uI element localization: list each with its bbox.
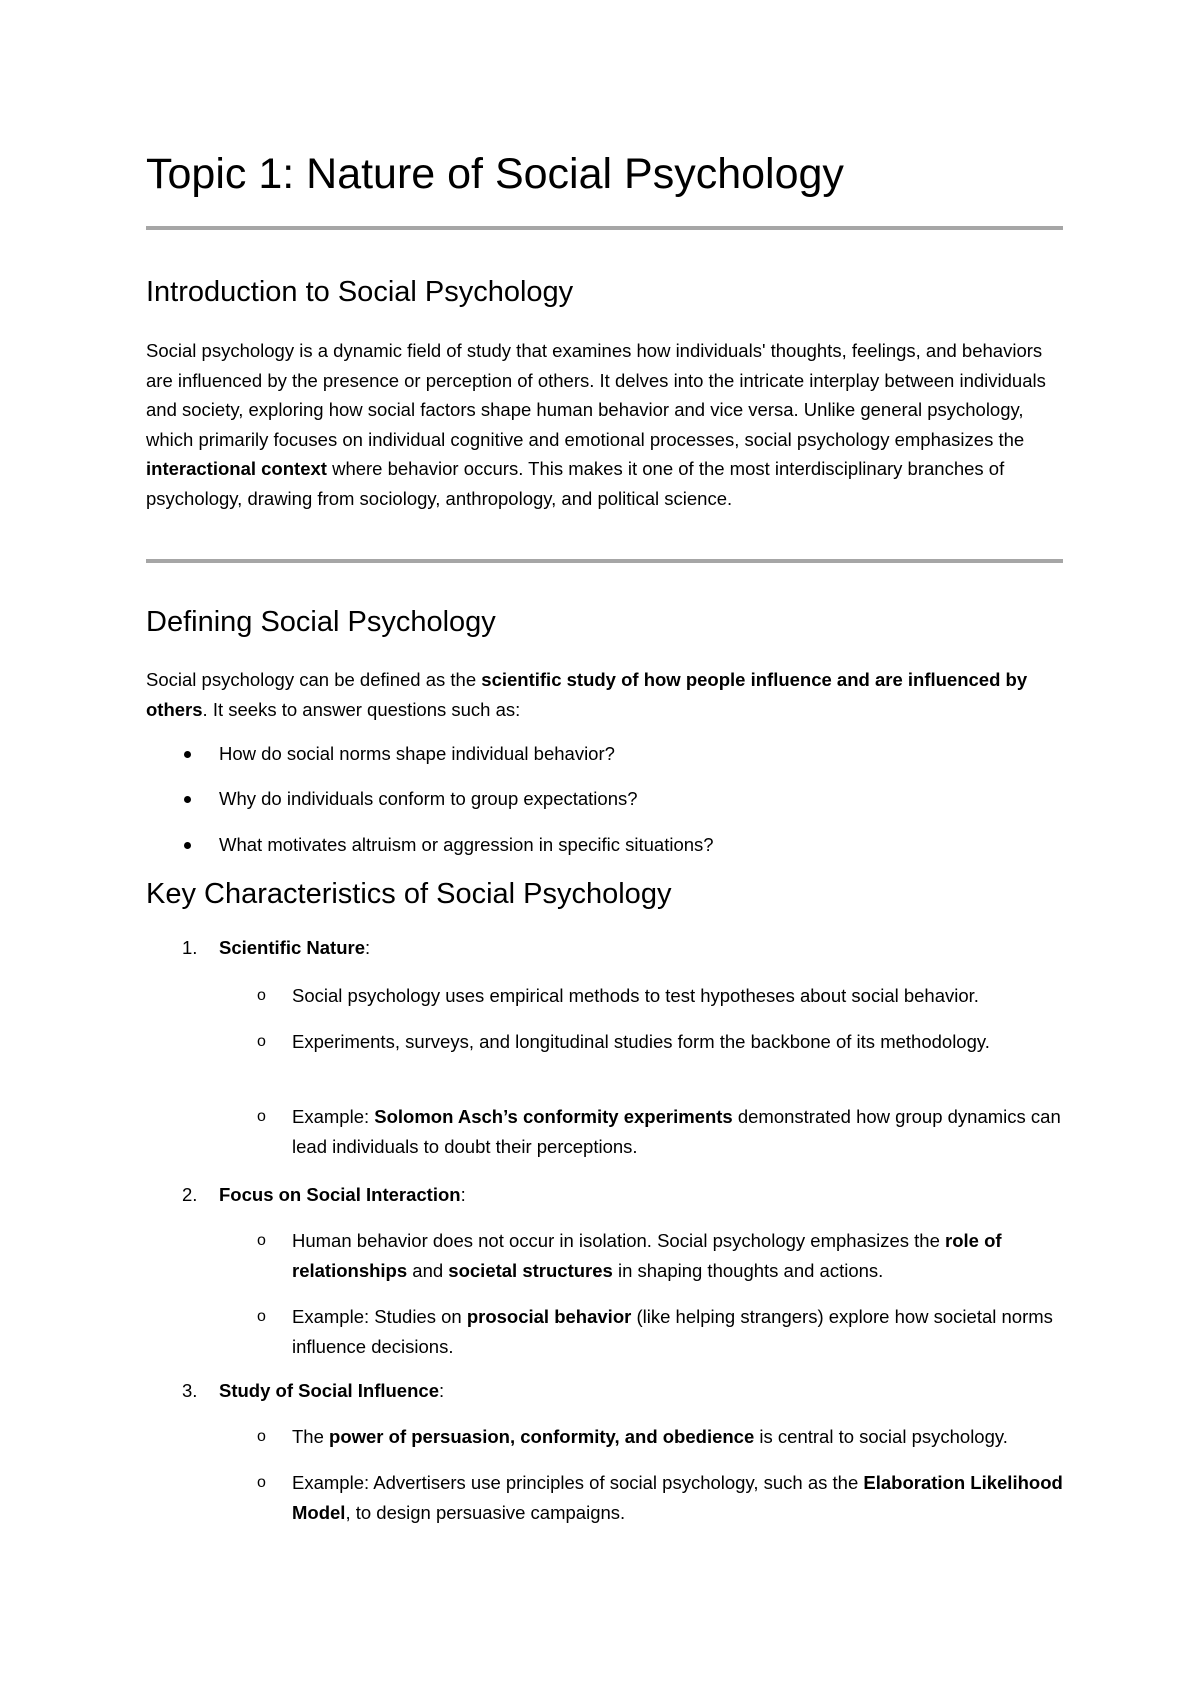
defining-bold-text: scientific study of how people influence and are influenced by others [146,669,1028,720]
sub-text-part: Example: Studies on [292,1306,467,1327]
list-number: 1. [182,937,198,958]
bullet-text: How do social norms shape individual behavior? [219,743,615,764]
sub-bullet-icon: o [257,1232,266,1249]
sub-text-part: Example: [292,1106,375,1127]
sub-bullet-icon: o [257,1474,266,1491]
item-label-bold: Study of Social Influence [219,1380,439,1401]
intro-paragraph [146,336,1063,513]
sub-text-part: Social psychology uses empirical methods to test hypotheses about social behavior. [292,985,979,1006]
sub-item-text [292,981,1063,1011]
sub-bullet-icon: o [257,1108,266,1125]
list-number: 3. [182,1380,198,1401]
sub-text-bold: prosocial behavior [466,1306,632,1327]
sub-text-bold: power of persuasion, conformity, and obedience [329,1426,755,1447]
sub-text-bold: Elaboration Likelihood Model [292,1472,1063,1523]
sub-item-text [292,1422,1063,1452]
item-label-colon: : [365,937,371,958]
sub-item-text [292,1468,1063,1527]
defining-paragraph [146,665,1063,724]
bullet-icon [184,796,191,803]
sub-text-bold: role of relationships [292,1230,1002,1281]
defining-text-end: . It seeks to answer questions such as: [202,698,521,720]
section-heading-defining: Defining Social Psychology [146,606,496,638]
sub-text-part: , to design persuasive campaigns. [345,1501,626,1523]
item-label-colon: : [438,1380,445,1401]
sub-text-part: Example: Advertisers use principles of social psychology, such as the [292,1472,864,1493]
item-label-bold: Focus on Social Interaction [219,1184,461,1205]
sub-text-part: Experiments, surveys, and longitudinal studies form the backbone of its methodology. [292,1031,990,1052]
page-title: Topic 1: Nature of Social Psychology [146,150,844,198]
sub-text-part: in shaping thoughts and actions. [612,1259,884,1281]
numbered-item-label [219,933,370,963]
sub-item-text [292,1302,1063,1361]
section-heading-characteristics: Key Characteristics of Social Psychology [146,878,672,910]
item-label-colon: : [460,1184,466,1205]
bullet-icon [184,842,191,849]
horizontal-rule [146,559,1063,563]
sub-text-part: is central to social psychology. [754,1426,1008,1447]
bullet-text: Why do individuals conform to group expectations? [219,788,638,809]
sub-bullet-icon: o [257,1033,266,1050]
sub-item-text [292,1226,1063,1285]
sub-bullet-icon: o [257,1428,266,1445]
item-label-bold: Scientific Nature [219,937,365,958]
intro-text-end: where behavior occurs. This makes it one of the most interdisciplinary branches of psychology, drawing from sociology, anthropology, and political science. [146,458,1005,509]
numbered-item-label [219,1376,444,1406]
list-number: 2. [182,1184,198,1205]
sub-text-part: (like helping strangers) explore how societal norms influence decisions. [292,1306,1053,1357]
section-heading-introduction: Introduction to Social Psychology [146,276,574,308]
sub-item-text [292,1102,1063,1161]
sub-text-part: Human behavior does not occur in isolation. Social psychology emphasizes the [292,1230,946,1251]
sub-bullet-icon: o [257,1308,266,1325]
bullet-text: What motivates altruism or aggression in specific situations? [219,834,714,855]
intro-text: Social psychology is a dynamic field of study that examines how individuals' thoughts, feelings, and behaviors are influenced by the presence or perception of others. It delves into the intricate interplay between individuals and society, exploring how social factors shape human behavior and vice versa. Unlike general psychology, which primarily focuses on individual cognitive and emotional processes, social psychology emphasizes the [146,340,1046,450]
intro-bold-text: interactional context [146,458,327,479]
sub-text-bold: Solomon Asch’s conformity experiments [374,1106,733,1127]
sub-item-text [292,1027,1063,1057]
defining-text: Social psychology can be defined as the [146,669,482,690]
horizontal-rule [146,226,1063,230]
sub-bullet-icon: o [257,987,266,1004]
sub-text-part: demonstrated how group dynamics can lead individuals to doubt their perceptions. [292,1106,1061,1157]
sub-text-part: The [292,1426,330,1447]
sub-text-bold: societal structures [448,1259,613,1281]
bullet-icon [184,751,191,758]
sub-text-part: and [407,1259,449,1281]
numbered-item-label [219,1180,466,1210]
